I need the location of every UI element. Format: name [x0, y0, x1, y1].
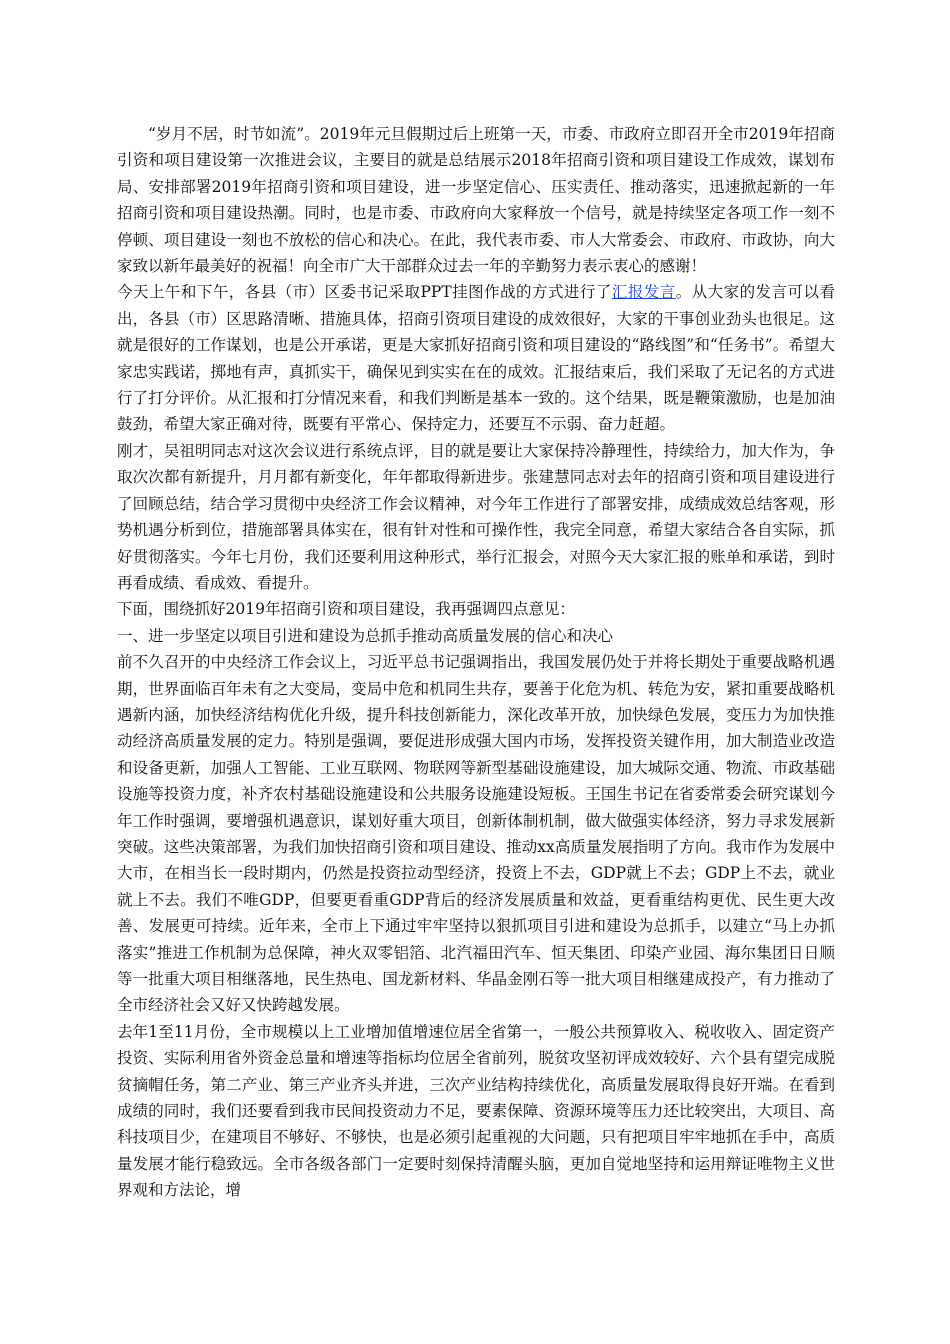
section-heading-1: 一、进一步坚定以项目引进和建设为总抓手推动高质量发展的信心和决心 — [117, 626, 614, 645]
report-speech-link[interactable]: 汇报发言 — [611, 283, 676, 302]
paragraph-intro-points: 下面，围绕抓好2019年招商引资和项目建设，我再强调四点意见： — [117, 600, 575, 619]
paragraph-central-conference: 前不久召开的中央经济工作会议上，习近平总书记强调指出，我国发展仍处于并将长期处于重要战略机遇期，世界面临百年未有之大变局，变局中危和机同生共存，要善于化危为机、转危为安，紧扣重要战略机遇新内涵，加快经济结构优化升级，提升科技创新能力，深化改革开放，加快绿色发展，变压力为加快推动经济高质量发展的定力。特别是强调，要促进形成强大国内市场，发挥投资关键作用，加大制造业改造和设备更新，加强人工智能、工业互联网、物联网等新型基础设施建设，加大城际交通、物流、市政基础设施等投资力度，补齐农村基础设施建设和公共服务设施建设短板。王国生书记在省委常委会研究谋划今年工作时强调，要增强机遇意识，谋划好重大项目，创新体制机制，做大做强实体经济，努力寻求发展新突破。这些决策部署，为我们加快招商引资和项目建设、推动xx高质量发展指明了方向。我市作为发展中大市，在相当长一段时期内，仍然是投资拉动型经济，投资上不去，GDP就上不去；GDP上不去，就业就上不去。我们不唯GDP，但要更看重GDP背后的经济发展质量和效益，更看重结构更优、民生更大改善、发展更可持续。近年来，全市上下通过牢牢坚持以狠抓项目引进和建设为总抓手，以建立“马上办抓落实”推进工作机制为总保障，神火双零铝箔、北汽福田汽车、恒天集团、印染产业园、海尔集团日日顺等一批重大项目相继落地，民生热电、国龙新材料、华晶金刚石等一批大项目相继建成投产，有力推动了全市经济社会又好又快跨越发展。 — [117, 653, 835, 1015]
paragraph-comments: 刚才，吴祖明同志对这次会议进行系统点评，目的就是要让大家保持冷静理性，持续给力，加大作为，争取次次都有新提升，月月都有新变化，年年都取得新进步。张建慧同志对去年的招商引资和项目建设进行了回顾总结，结合学习贯彻中央经济工作会议精神，对今年工作进行了部署安排，成绩成效总结客观，形势机遇分析到位，措施部署具体实在，很有针对性和可操作性，我完全同意，希望大家结合各自实际，抓好贯彻落实。今年七月份，我们还要利用这种形式，举行汇报会，对照今天大家汇报的账单和承诺，到时再看成绩、看成效、看提升。 — [117, 441, 835, 592]
paragraph-opening: “岁月不居，时节如流”。2019年元旦假期过后上班第一天，市委、市政府立即召开全市2019年招商引资和项目建设第一次推进会议，主要目的就是总结展示2018年招商引资和项目建设工作成效，谋划布局、安排部署2019年招商引资和项目建设，进一步坚定信心、压实责任、推动落实，迅速掀起新的一年招商引资和项目建设热潮。同时，也是市委、市政府向大家释放一个信号，就是持续坚定各项工作一刻不停顿、项目建设一刻也不放松的信心和决心。在此，我代表市委、市人大常委会、市政府、市政协，向大家致以新年最美好的祝福！向全市广大干部群众过去一年的辛勤努力表示衷心的感谢！ — [117, 125, 835, 276]
paragraph-text: 。从大家的发言可以看出，各县（市）区思路清晰、措施具体，招商引资项目建设的成效很好，大家的干事创业劲头也很足。这就是很好的工作谋划，也是公开承诺，更是大家抓好招商引资和项目建设的“路线图”和“任务书”。希望大家忠实践诺，掷地有声，真抓实干，确保见到实实在在的成效。汇报结束后，我们采取了无记名的方式进行了打分评价。从汇报和打分情况来看，和我们判断是基本一致的。这个结果，既是鞭策激励，也是加油鼓劲，希望大家正确对待，既要有平常心、保持定力，还要互不示弱、奋力赶超。 — [117, 283, 835, 434]
paragraph-text: 今天上午和下午，各县（市）区委书记采取PPT挂图作战的方式进行了 — [117, 283, 612, 302]
document-body — [117, 121, 835, 1204]
paragraph-last-year-results: 去年1至11月份，全市规模以上工业增加值增速位居全省第一，一般公共预算收入、税收收入、固定资产投资、实际利用省外资金总量和增速等指标均位居全省前列，脱贫攻坚初评成效较好、六个县有望完成脱贫摘帽任务，第二产业、第三产业齐头并进，三次产业结构持续优化，高质量发展取得良好开端。在看到成绩的同时，我们还要看到我市民间投资动力不足，要素保障、资源环境等压力还比较突出，大项目、高科技项目少，在建项目不够好、不够快，也是必须引起重视的大问题，只有把项目牢牢地抓在手中，高质量发展才能行稳致远。全市各级各部门一定要时刻保持清醒头脑，更加自觉地坚持和运用辩证唯物主义世界观和方法论，增 — [117, 1022, 835, 1200]
paragraph-report-review — [117, 279, 835, 437]
